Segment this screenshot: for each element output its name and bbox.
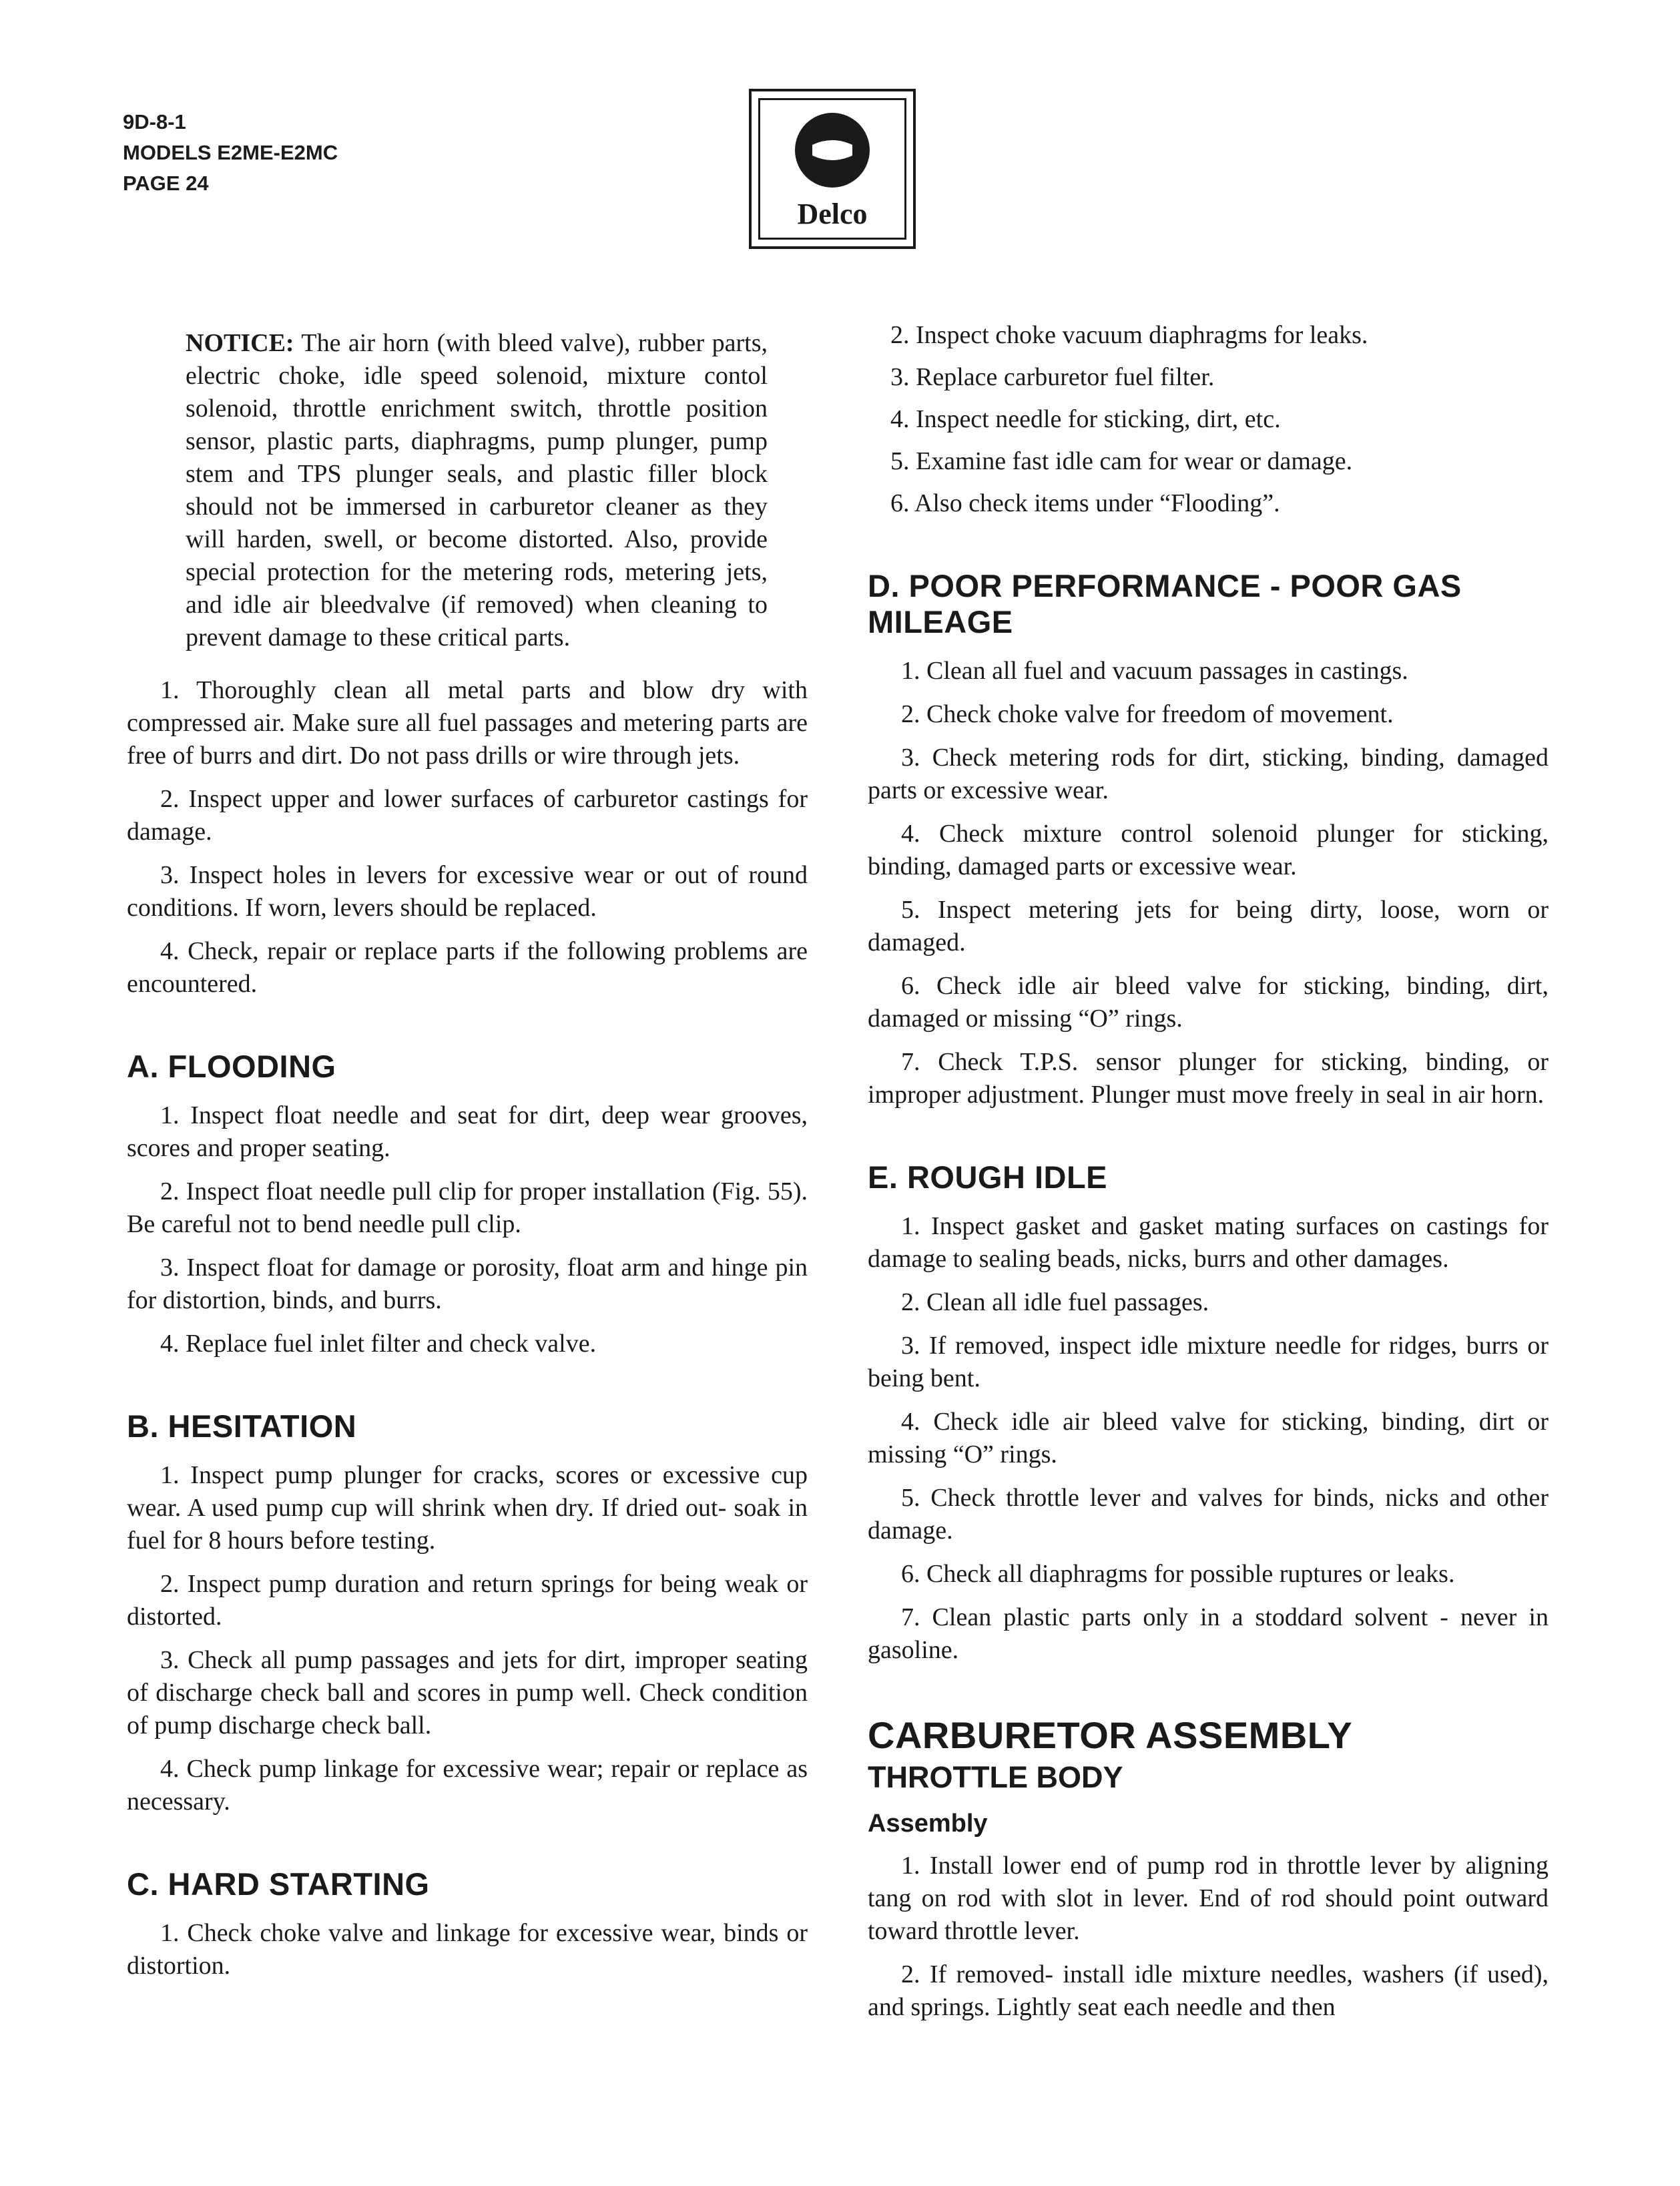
section-heading-hesitation: B. HESITATION	[127, 1408, 357, 1444]
list-item: 2. Inspect choke vacuum diaphragms for leaks.	[890, 321, 1368, 349]
list-item: 7. Check T.P.S. sensor plunger for sticking, binding, or improper adjustment. Plunger must move freely in seal in air horn.	[868, 1048, 1549, 1109]
list-item: 2. Inspect float needle pull clip for proper installation (Fig. 55). Be careful not to bend needle pull clip.	[127, 1177, 808, 1238]
intro-item: 4. Check, repair or replace parts if the following problems are encountered.	[127, 937, 808, 998]
right-column	[868, 319, 1549, 2034]
list-item: 7. Clean plastic parts only in a stoddard solvent - never in gasoline.	[868, 1603, 1549, 1664]
list-item: 2. Check choke valve for freedom of movement.	[901, 700, 1394, 728]
list-item: 2. Clean all idle fuel passages.	[901, 1288, 1209, 1316]
notice-text: The air horn (with bleed valve), rubber parts, electric choke, idle speed solenoid, mixture contol solenoid, throttle enrichment switch, throttle position sensor, plastic parts, diaphragms, pump plunger, pump stem and TPS plunger seals, and plastic filler block should not be immersed in carburetor cleaner as they will harden, swell, or become distorted. Also, provide special protection for the metering rods, metering jets, and idle air bleedvalve (if removed) when cleaning to prevent damage to these critical parts.	[186, 329, 768, 651]
list-item: 4. Inspect needle for sticking, dirt, etc.	[890, 405, 1281, 433]
list-item: 6. Also check items under “Flooding”.	[890, 489, 1280, 517]
list-item: 3. If removed, inspect idle mixture needle for ridges, burrs or being bent.	[868, 1332, 1549, 1392]
list-item: 2. If removed- install idle mixture needles, washers (if used), and springs. Lightly seat each needle and then	[868, 1960, 1549, 2021]
left-column	[127, 319, 808, 1993]
chapter-heading-carburetor-assembly: CARBURETOR ASSEMBLY	[868, 1714, 1353, 1756]
list-item: 4. Check idle air bleed valve for sticking, binding, dirt or missing “O” rings.	[868, 1408, 1549, 1468]
notice-label: NOTICE:	[186, 329, 294, 357]
list-item: 3. Inspect float for damage or porosity, float arm and hinge pin for distortion, binds, and burrs.	[127, 1254, 808, 1314]
list-item: 3. Check metering rods for dirt, sticking, binding, damaged parts or excessive wear.	[868, 744, 1549, 804]
delco-wordmark: Delco	[797, 198, 868, 230]
delco-logo	[749, 89, 916, 249]
section-heading-poor-performance: D. POOR PERFORMANCE - POOR GAS MILEAGE	[868, 568, 1462, 639]
list-item: 5. Inspect metering jets for being dirty, loose, worn or damaged.	[868, 896, 1549, 957]
list-item: 2. Inspect pump duration and return springs for being weak or distorted.	[127, 1570, 808, 1631]
notice-paragraph	[186, 327, 768, 654]
list-item: 6. Check idle air bleed valve for sticking, binding, dirt, damaged or missing “O” rings.	[868, 972, 1549, 1033]
list-item: 3. Replace carburetor fuel filter.	[890, 363, 1215, 391]
subheading-assembly: Assembly	[868, 1810, 988, 1838]
list-item: 4. Check pump linkage for excessive wear; repair or replace as necessary.	[127, 1755, 808, 1816]
page-header	[123, 107, 338, 199]
manual-section-number: 9D-8-1	[123, 110, 186, 133]
list-item: 5. Check throttle lever and valves for binds, nicks and other damage.	[868, 1484, 1549, 1545]
models-line: MODELS E2ME-E2MC	[123, 141, 338, 164]
page-number: PAGE 24	[123, 172, 209, 195]
list-item: 1. Inspect float needle and seat for dirt, deep wear grooves, scores and proper seating.	[127, 1101, 808, 1162]
list-item: 3. Check all pump passages and jets for dirt, improper seating of discharge check ball and scores in pump well. Check condition of pump discharge check ball.	[127, 1646, 808, 1739]
list-item: 1. Inspect pump plunger for cracks, scores or excessive cup wear. A used pump cup will shrink when dry. If dried out- soak in fuel for 8 hours before testing.	[127, 1461, 808, 1555]
list-item: 1. Inspect gasket and gasket mating surfaces on castings for damage to sealing beads, nicks, burrs and other damages.	[868, 1212, 1549, 1273]
intro-item: 2. Inspect upper and lower surfaces of carburetor castings for damage.	[127, 785, 808, 846]
section-heading-hard-starting: C. HARD STARTING	[127, 1866, 430, 1902]
list-item: 6. Check all diaphragms for possible ruptures or leaks.	[901, 1560, 1455, 1588]
list-item: 1. Clean all fuel and vacuum passages in castings.	[901, 657, 1408, 685]
list-item: 4. Check mixture control solenoid plunger for sticking, binding, damaged parts or excessive wear.	[868, 820, 1549, 880]
section-heading-flooding: A. FLOODING	[127, 1049, 336, 1084]
list-item: 1. Install lower end of pump rod in throttle lever by aligning tang on rod with slot in lever. End of rod should point outward toward throttle lever.	[868, 1852, 1549, 1945]
intro-item: 3. Inspect holes in levers for excessive wear or out of round conditions. If worn, levers should be replaced.	[127, 861, 808, 922]
list-item: 5. Examine fast idle cam for wear or damage.	[890, 447, 1353, 475]
list-item: 1. Check choke valve and linkage for excessive wear, binds or distortion.	[127, 1919, 808, 1980]
section-heading-rough-idle: E. ROUGH IDLE	[868, 1159, 1108, 1195]
subheading-throttle-body: THROTTLE BODY	[868, 1760, 1123, 1794]
intro-item: 1. Thoroughly clean all metal parts and blow dry with compressed air. Make sure all fuel passages and metering parts are free of burrs and dirt. Do not pass drills or wire through jets.	[127, 676, 808, 770]
list-item: 4. Replace fuel inlet filter and check valve.	[160, 1330, 597, 1358]
